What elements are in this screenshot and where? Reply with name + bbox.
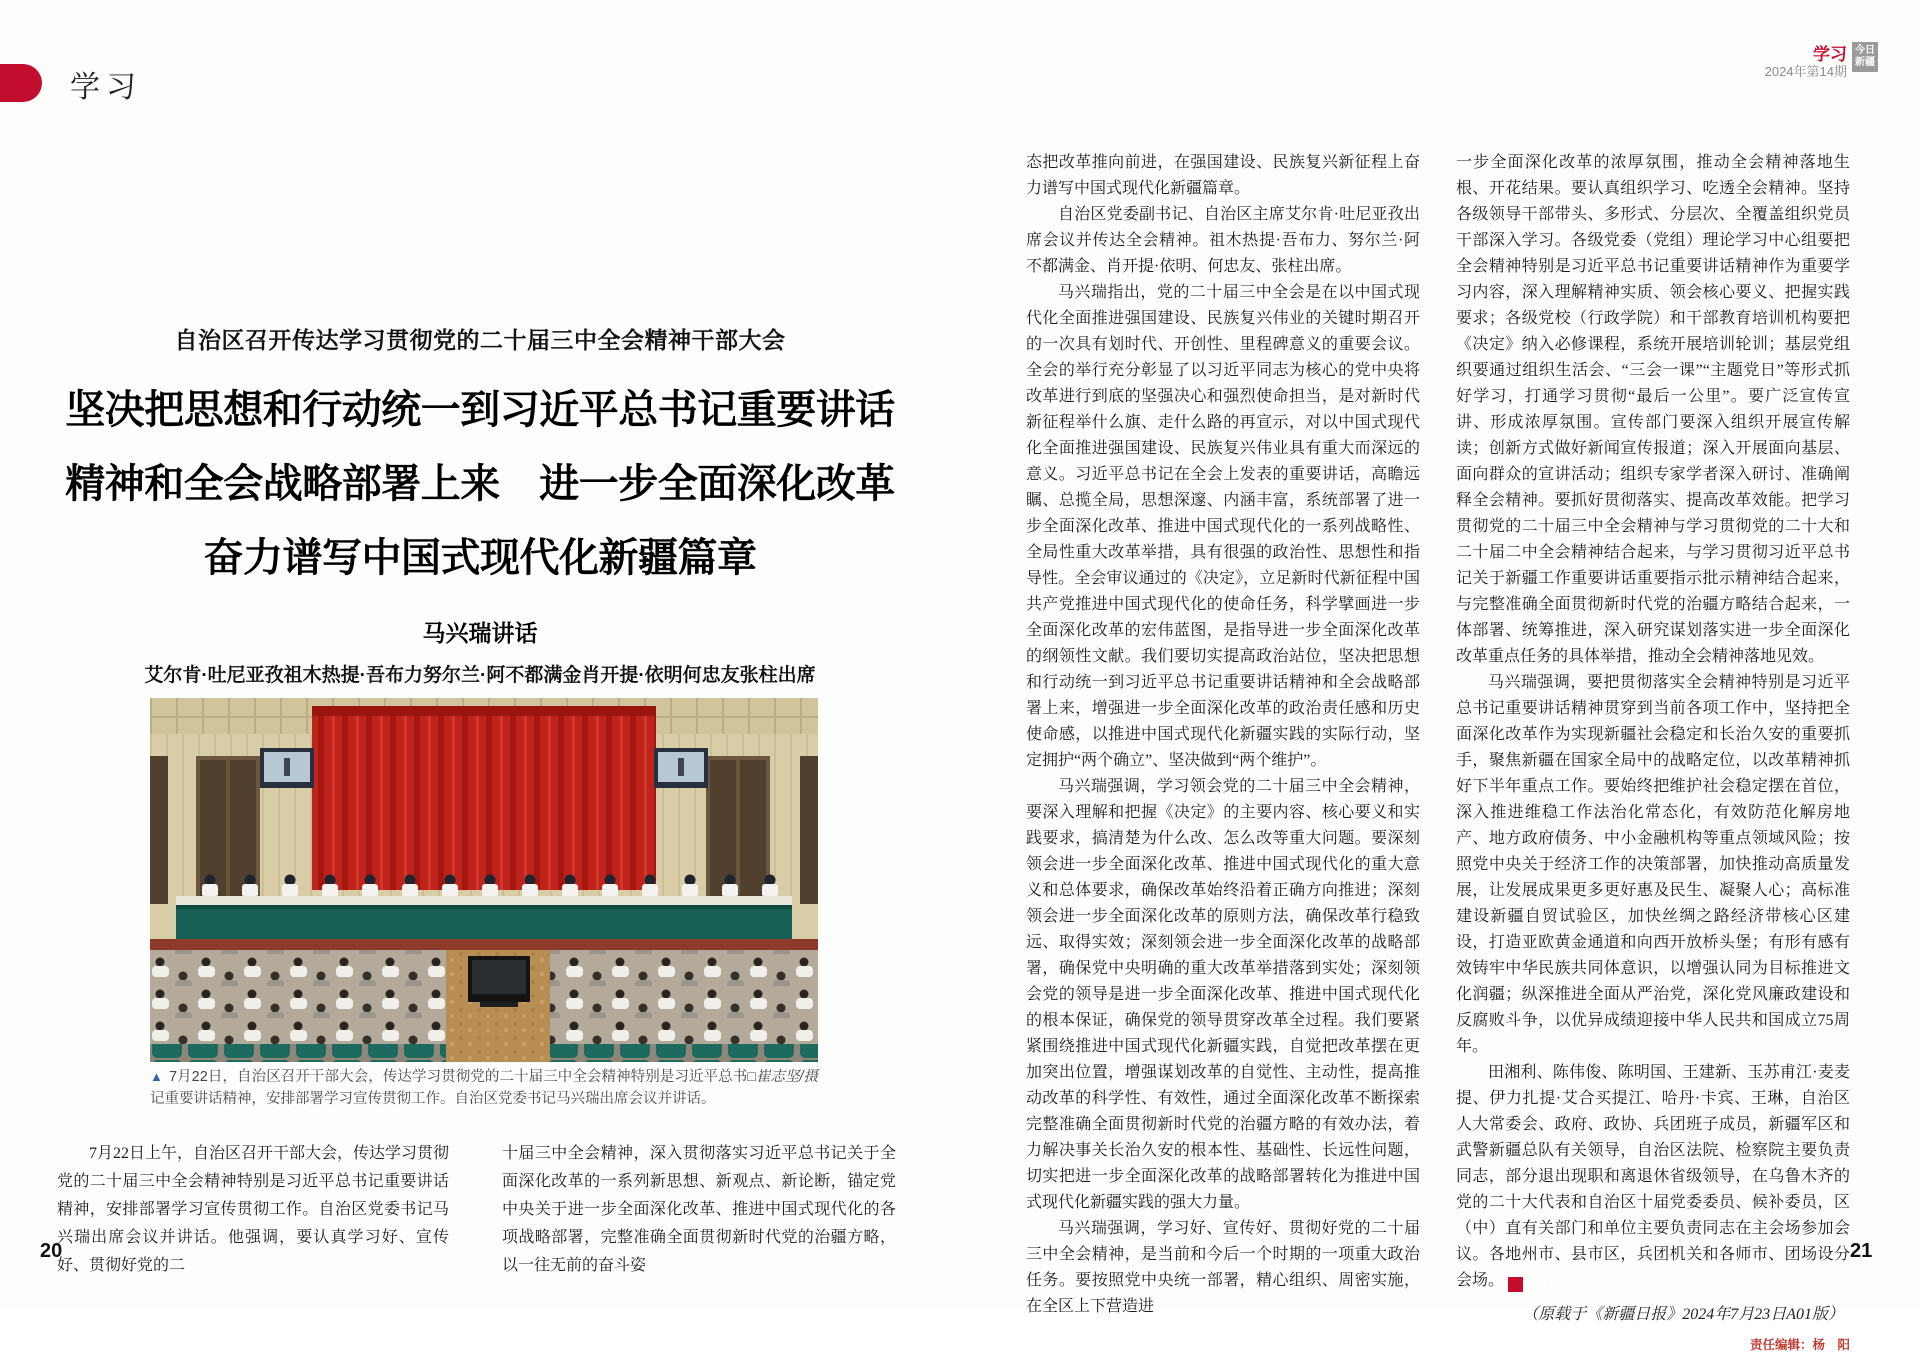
left-body-column-1: 7月22日上午，自治区召开干部大会，传达学习贯彻党的二十届三中全会精神特别是习近平总书记重要讲话精神，安排部署学习宣传贯彻工作。自治区党委书记马兴瑞出席会议并讲话。他强调，要认真学习好、宣传好、贯彻好党的二 [57,1145,450,1274]
masthead-issue: 2024年第14期 [1764,64,1847,79]
right-body-column-1 [1026,150,1420,1320]
paragraph: 马兴瑞强调，学习好、宣传好、贯彻好党的二十届三中全会精神，是当前和今后一个时期的一项重大政治任务。要按照党中央统一部署，精心组织、周密实施，在全区上下营造进 [1026,1220,1420,1315]
caption-triangle-icon: ▲ [150,1069,163,1084]
paragraph: 马兴瑞强调，学习领会党的二十届三中全会精神，要深入理解和把握《决定》的主要内容、核心要义和实践要求，搞清楚为什么改、怎么改等重大问题。要深刻领会进一步全面深化改革、推进中国式现代化的重大意义和总体要求，确保改革始终沿着正确方向推进；深刻领会进一步全面深化改革的原则方法，确保改革行稳致远、取得实效；深刻领会进一步全面深化改革的战略部署，确保党中央明确的重大改革举措落到实处；深刻领会党的领导是进一步全面深化改革、推进中国式现代化的根本保证，确保党的领导贯穿改革全过程。我们要紧紧围绕推进中国式现代化新疆实践，自觉把改革摆在更加突出位置，增强谋划改革的自觉性、主动性，提高推动改革的科学性、有效性，通过全面深化改革不断探索完整准确全面贯彻新时代党的治疆方略的有效办法，着力解决事关长治久安的根本性、基础性、长远性问题，切实把进一步全面深化改革的战略部署转化为推进中国式现代化新疆实践的强大力量。 [1026,778,1420,1211]
headline-line-1: 坚决把思想和行动统一到习近平总书记重要讲话 [65,388,895,432]
right-video-screen [654,748,708,788]
masthead-section: 学习 [1813,45,1847,64]
headline-line-2: 精神和全会战略部署上来 进一步全面深化改革 [65,462,895,506]
article-end-mark-icon: J [1508,1277,1523,1292]
editor-note: 责任编辑：杨 阳 [1749,1338,1850,1352]
source-note: （原载于《新疆日报》2024年7月23日A01版） [1522,1306,1844,1323]
left-video-screen [260,748,314,788]
page-number-left: 20 [40,1240,63,1262]
paragraph: 马兴瑞指出，党的二十届三中全会是在以中国式现代化全面推进强国建设、民族复兴伟业的关键时期召开的一次具有划时代、开创性、里程碑意义的重要会议。全会的举行充分彰显了以习近平同志为核心的党中央将改革进行到底的坚强决心和强烈使命担当，是对新时代新征程举什么旗、走什么路的再宣示，对以中国式现代化全面推进强国建设、民族复兴伟业具有重大而深远的意义。习近平总书记在全会上发表的重要讲话，高瞻远瞩、总揽全局，思想深邃、内涵丰富，系统部署了进一步全面深化改革、推进中国式现代化的一系列战略性、全局性重大改革举措，具有很强的政治性、思想性和指导性。全会审议通过的《决定》，立足新时代新征程中国共产党推进中国式现代化的使命任务，科学擘画进一步全面深化改革的宏伟蓝图，是指导进一步全面深化改革的纲领性文献。我们要切实提高政治站位，坚决把思想和行动统一到习近平总书记重要讲话精神和全会战略部署上来，增强进一步全面深化改革的政治责任感和历史使命感，以推进中国式现代化新疆实践的实际行动，坚定拥护“两个确立”、坚决做到“两个维护”。 [1026,284,1420,769]
paragraph-text: 田湘利、陈伟俊、陈明国、王建新、玉苏甫江·麦麦提、伊力扎提·艾合买提江、哈丹·卡宾、王琳，自治区人大常委会、政府、政协、兵团班子成员，新疆军区和武警新疆总队有关领导，自治区法院、检察院主要负责同志，部分退出现职和离退休省级领导，在乌鲁木齐的党的二十大代表和自治区十届党委委员、候补委员，区（中）直有关部门和单位主要负责同志在主会场参加会议。各地州市、县市区，兵团机关和各师市、团场设分会场。 [1456,1064,1850,1289]
photo-credit: □崔志坚/摄 [747,1069,818,1085]
rostrum-delegates [202,875,778,898]
photo-caption [150,1066,818,1110]
left-body-column-2: 十届三中全会精神，深入贯彻落实习近平总书记关于全面深化改革的一系列新思想、新观点、新论断，锚定党中央关于进一步全面深化改革、推进中国式现代化的各项战略部署，完整准确全面贯彻新时代党的治疆方略，以一往无前的奋斗姿 [502,1145,896,1274]
magazine-logo [1852,42,1878,72]
attendees-byline: 艾尔肯·吐尼亚孜祖木热提·吾布力努尔兰·阿不都满金肖开提·依明何忠友张柱出席 [144,665,816,686]
far-right-door [800,756,818,904]
right-body-column-2 [1456,150,1850,1358]
paragraph [1456,1060,1850,1294]
section-label: 学习 [70,71,142,104]
floor-monitor [468,956,530,1007]
front-row-chairs-left [150,1044,446,1062]
kicker: 自治区召开传达学习贯彻党的二十届三中全会精神干部大会 [174,327,786,353]
paragraph: 一步全面深化改革的浓厚氛围，推动全会精神落地生根、开花结果。要认真组织学习、吃透全会精神。坚持各级领导干部带头、多形式、分层次、全覆盖组织党员干部深入学习。各级党委（党组）理论学习中心组要把全会精神特别是习近平总书记重要讲话精神作为重要学习内容，深入理解精神实质、领会核心要义、把握实践要求；各级党校（行政学院）和干部教育培训机构要把《决定》纳入必修课程，系统开展培训轮训；基层党组织要通过组织生活会、“三会一课”“主题党日”等形式抓好学习，打通学习贯彻“最后一公里”。要广泛宣传宣讲、形成浓厚氛围。宣传部门要深入组织开展宣传解读；创新方式做好新闻宣传报道；深入开展面向基层、面向群众的宣讲活动；组织专家学者深入研讨、准确阐释全会精神。要抓好贯彻落实、提高改革效能。把学习贯彻党的二十届三中全会精神与学习贯彻党的二十大和二十届二中全会精神结合起来，与学习贯彻习近平总书记关于新疆工作重要讲话重要指示批示精神结合起来，与完整准确全面贯彻新时代党的治疆方略结合起来，一体部署、统筹推进，深入研究谋划落实进一步全面深化改革重点任务的具体举措，推动全会精神落地见效。 [1456,154,1850,665]
speaker-byline: 马兴瑞讲话 [422,620,538,646]
section-tab-icon [0,64,42,102]
page-number-right: 21 [1850,1240,1873,1262]
headline [40,373,920,595]
far-left-door [150,756,168,904]
paragraph: 自治区党委副书记、自治区主席艾尔肯·吐尼亚孜出席会议并传达全会精神。祖木热提·吾布力、努尔兰·阿不都满金、肖开提·依明、何忠友、张柱出席。 [1026,206,1420,275]
paragraph: 马兴瑞强调，要把贯彻落实全会精神特别是习近平总书记重要讲话精神贯穿到当前各项工作中，坚持把全面深化改革作为实现新疆社会稳定和长治久安的重要抓手，聚焦新疆在国家全局中的战略定位，以改革精神抓好下半年重点工作。要始终把维护社会稳定摆在首位，深入推进维稳工作法治化常态化，有效防范化解房地产、地方政府债务、中小金融机构等重点领域风险；按照党中央关于经济工作的决策部署，加快推动高质量发展，让发展成果更多更好惠及民生、凝聚人心；高标准建设新疆自贸试验区，加快丝绸之路经济带核心区建设，打造亚欧黄金通道和向西开放桥头堡；有形有感有效铸牢中华民族共同体意识，以增强认同为目标推进文化润疆；纵深推进全面从严治党，深化党风廉政建设和反腐败斗争，以优异成绩迎接中华人民共和国成立75周年。 [1456,674,1850,1055]
caption-text: 7月22日，自治区召开干部大会，传达学习贯彻党的二十届三中全会精神特别是习近平总书记重要讲话精神，安排部署学习宣传贯彻工作。自治区党委书记马兴瑞出席会议并讲话。 [150,1069,748,1107]
magazine-logo-line-1: 今日 [1855,45,1875,56]
article-header [40,322,920,687]
headline-line-3: 奋力谱写中国式现代化新疆篇章 [203,536,757,580]
right-door [706,756,770,904]
front-row-chairs-right [550,1044,818,1062]
conference-photo [150,698,818,1062]
rostrum-table [176,896,792,939]
paragraph: 态把改革推向前进，在强国建设、民族复兴新征程上奋力谱写中国式现代化新疆篇章。 [1026,154,1420,197]
stage-curtain [312,706,656,890]
magazine-logo-line-2: 新疆 [1855,57,1875,68]
